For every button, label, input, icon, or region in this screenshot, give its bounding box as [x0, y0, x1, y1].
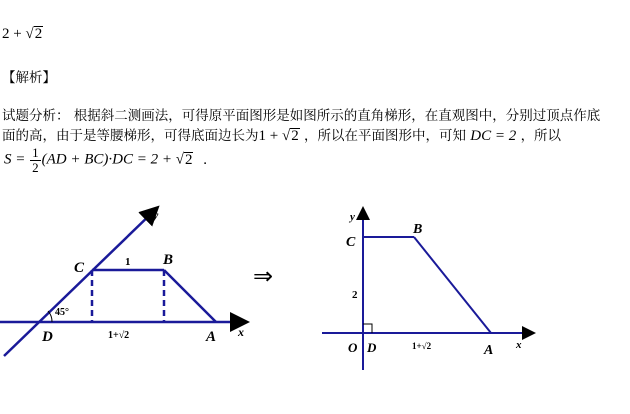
dc-equation: DC = 2: [470, 128, 517, 144]
answer-radicand: 2: [34, 26, 43, 42]
analysis-text-3: ，所以: [520, 128, 562, 144]
label-bottom-length: 1+√2: [412, 341, 432, 351]
fraction-half: [30, 146, 41, 174]
label-y: y: [153, 208, 159, 222]
formula-radicand: 2: [184, 151, 193, 168]
fraction-denominator: 2: [32, 159, 39, 175]
area-formula: [4, 146, 207, 174]
formula-body: (AD + BC)·DC = 2 +: [41, 151, 176, 168]
label-x: x: [238, 325, 244, 339]
label-c: C: [346, 235, 356, 250]
implies-arrow: ⇒: [253, 262, 274, 290]
fraction-numerator: 1: [32, 145, 39, 160]
y-axis: [4, 209, 156, 356]
answer-value: [2, 26, 43, 43]
label-top-length: 1: [125, 256, 131, 268]
section-header: 【解析】: [2, 70, 56, 86]
label-d: D: [42, 329, 53, 345]
oblique-view-figure: [0, 195, 260, 370]
sqrt-sign: √: [25, 26, 34, 42]
original-figure: [320, 200, 540, 375]
base-length-radicand: 2: [291, 128, 299, 144]
formula-period: .: [203, 151, 207, 168]
label-x: x: [516, 339, 522, 351]
sqrt-sign: √: [175, 151, 184, 168]
label-2: 2: [352, 289, 358, 301]
sqrt-sign: √: [281, 128, 291, 144]
segment-ba: [414, 237, 491, 333]
right-angle-marker: [363, 324, 372, 333]
analysis-line-2: [2, 124, 561, 145]
label-y: y: [350, 211, 355, 223]
base-length-prefix: 1 +: [258, 128, 282, 144]
label-b: B: [413, 222, 423, 237]
label-d: D: [367, 340, 377, 355]
label-b: B: [163, 252, 174, 268]
analysis-line-1: 试题分析： 根据斜二测画法，可得原平面图形是如图所示的直角梯形，在直观图中，分别过顶点作底: [2, 108, 601, 124]
label-c: C: [74, 260, 85, 276]
label-a: A: [484, 343, 494, 358]
label-o: O: [348, 340, 358, 355]
label-bottom-length: 1+√2: [108, 330, 130, 341]
analysis-text-1: 面的高，由于是等腰梯形，可得底面边长为: [2, 128, 259, 144]
formula-lhs: S =: [4, 151, 30, 168]
label-a: A: [206, 329, 217, 345]
label-angle: 45°: [55, 307, 69, 318]
analysis-text-2: ，所以在平面图形中，可知: [304, 128, 466, 144]
segment-ba: [164, 270, 216, 322]
answer-prefix: 2 +: [2, 26, 26, 42]
